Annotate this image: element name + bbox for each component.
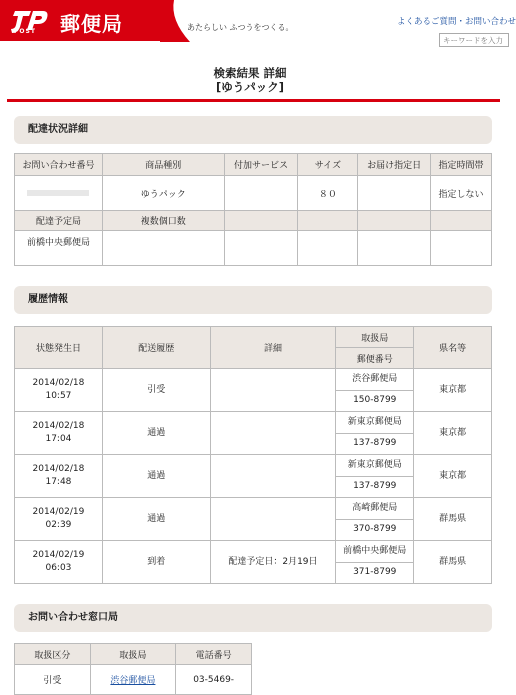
japan-post-logo[interactable] [0, 0, 168, 41]
header-postal-code: 郵便番号 [336, 348, 414, 369]
cell-date [15, 412, 103, 455]
section-heading-delivery-status: 配達状況詳細 [14, 116, 492, 144]
redacted-number [27, 190, 89, 196]
cell-multiple-pieces [102, 231, 224, 266]
date-text: 2014/02/19 [32, 550, 85, 560]
cell-empty [224, 231, 298, 266]
cell-detail: 配達予定日：2月19日 [210, 541, 336, 584]
faq-contact-link[interactable]: よくあるご質問・お問い合わせ [397, 17, 516, 27]
time-text: 17:48 [45, 477, 72, 487]
time-text: 06:03 [45, 563, 72, 573]
contact-table [14, 643, 252, 695]
cell-contact-office [90, 665, 176, 695]
header-phone: 電話番号 [176, 644, 252, 665]
time-text: 02:39 [45, 520, 72, 530]
header-empty [431, 211, 492, 231]
cell-office: 新東京郵便局 [336, 412, 414, 434]
cell-size: ８０ [298, 176, 358, 211]
cell-detail [210, 369, 336, 412]
cell-additional-service [224, 176, 298, 211]
page-title [0, 66, 500, 94]
cell-office: 高崎郵便局 [336, 498, 414, 520]
section-heading-contact: お問い合わせ窓口局 [14, 604, 492, 632]
table-row [15, 455, 492, 477]
header-office: 取扱局 [336, 327, 414, 348]
cell-office: 前橋中央郵便局 [336, 541, 414, 563]
cell-delivery-date [358, 176, 431, 211]
header-empty [224, 211, 298, 231]
cell-detail [210, 455, 336, 498]
date-text: 2014/02/19 [32, 507, 85, 517]
title-divider [7, 99, 500, 102]
cell-category: 引受 [15, 665, 91, 695]
cell-delivery-office: 前橋中央郵便局 [15, 231, 103, 266]
header-category: 取扱区分 [15, 644, 91, 665]
date-text: 2014/02/18 [32, 378, 85, 388]
cell-office: 新東京郵便局 [336, 455, 414, 477]
site-header [0, 0, 516, 42]
header-time-slot: 指定時間帯 [431, 154, 492, 176]
cell-detail [210, 412, 336, 455]
header-empty [298, 211, 358, 231]
cell-postal-code: 137-8799 [336, 433, 414, 455]
header-inquiry-number: お問い合わせ番号 [15, 154, 103, 176]
cell-inquiry-number [15, 176, 103, 211]
time-text: 17:04 [45, 434, 72, 444]
header-detail: 詳細 [210, 327, 336, 369]
cell-empty [431, 231, 492, 266]
table-row [15, 369, 492, 391]
table-row [15, 498, 492, 520]
history-table [14, 326, 492, 584]
cell-date [15, 369, 103, 412]
page-title-line2: [ゆうパック] [215, 80, 284, 94]
date-text: 2014/02/18 [32, 421, 85, 431]
cell-prefecture: 群馬県 [414, 541, 492, 584]
cell-prefecture: 群馬県 [414, 498, 492, 541]
cell-postal-code: 370-8799 [336, 519, 414, 541]
header-product-type: 商品種別 [102, 154, 224, 176]
header-status: 配送履歴 [102, 327, 210, 369]
cell-date [15, 541, 103, 584]
date-text: 2014/02/18 [32, 464, 85, 474]
tagline: あたらしい ふつうをつくる。 [187, 23, 294, 32]
delivery-status-table [14, 153, 492, 266]
cell-status: 通過 [102, 412, 210, 455]
table-row [15, 665, 252, 695]
header-size: サイズ [298, 154, 358, 176]
cell-status: 通過 [102, 455, 210, 498]
header-prefecture: 県名等 [414, 327, 492, 369]
cell-date [15, 455, 103, 498]
cell-empty [358, 231, 431, 266]
contact-office-link[interactable]: 渋谷郵便局 [110, 676, 156, 686]
cell-product-type: ゆうパック [102, 176, 224, 211]
logo-sub-text: POST [14, 28, 36, 35]
header-curve-decoration [160, 0, 200, 42]
table-row [15, 541, 492, 563]
cell-phone: 03-5469- [176, 665, 252, 695]
cell-postal-code: 150-8799 [336, 390, 414, 412]
cell-office: 渋谷郵便局 [336, 369, 414, 391]
header-delivery-date: お届け指定日 [358, 154, 431, 176]
cell-empty [298, 231, 358, 266]
cell-prefecture: 東京都 [414, 369, 492, 412]
cell-status: 通過 [102, 498, 210, 541]
header-additional-service: 付加サービス [224, 154, 298, 176]
header-multiple-pieces: 複数個口数 [102, 211, 224, 231]
cell-detail [210, 498, 336, 541]
header-delivery-office: 配達予定局 [15, 211, 103, 231]
header-contact-office: 取扱局 [90, 644, 176, 665]
cell-prefecture: 東京都 [414, 455, 492, 498]
header-empty [358, 211, 431, 231]
cell-prefecture: 東京都 [414, 412, 492, 455]
keyword-search-input[interactable] [439, 33, 509, 47]
page-title-line1: 検索結果 詳細 [213, 66, 287, 80]
cell-date [15, 498, 103, 541]
logo-text: 郵便局 [60, 12, 123, 36]
section-heading-history: 履歴情報 [14, 286, 492, 314]
header-date: 状態発生日 [15, 327, 103, 369]
cell-postal-code: 371-8799 [336, 562, 414, 584]
table-row [15, 412, 492, 434]
cell-time-slot: 指定しない [431, 176, 492, 211]
time-text: 10:57 [45, 391, 72, 401]
cell-status: 到着 [102, 541, 210, 584]
cell-postal-code: 137-8799 [336, 476, 414, 498]
cell-status: 引受 [102, 369, 210, 412]
